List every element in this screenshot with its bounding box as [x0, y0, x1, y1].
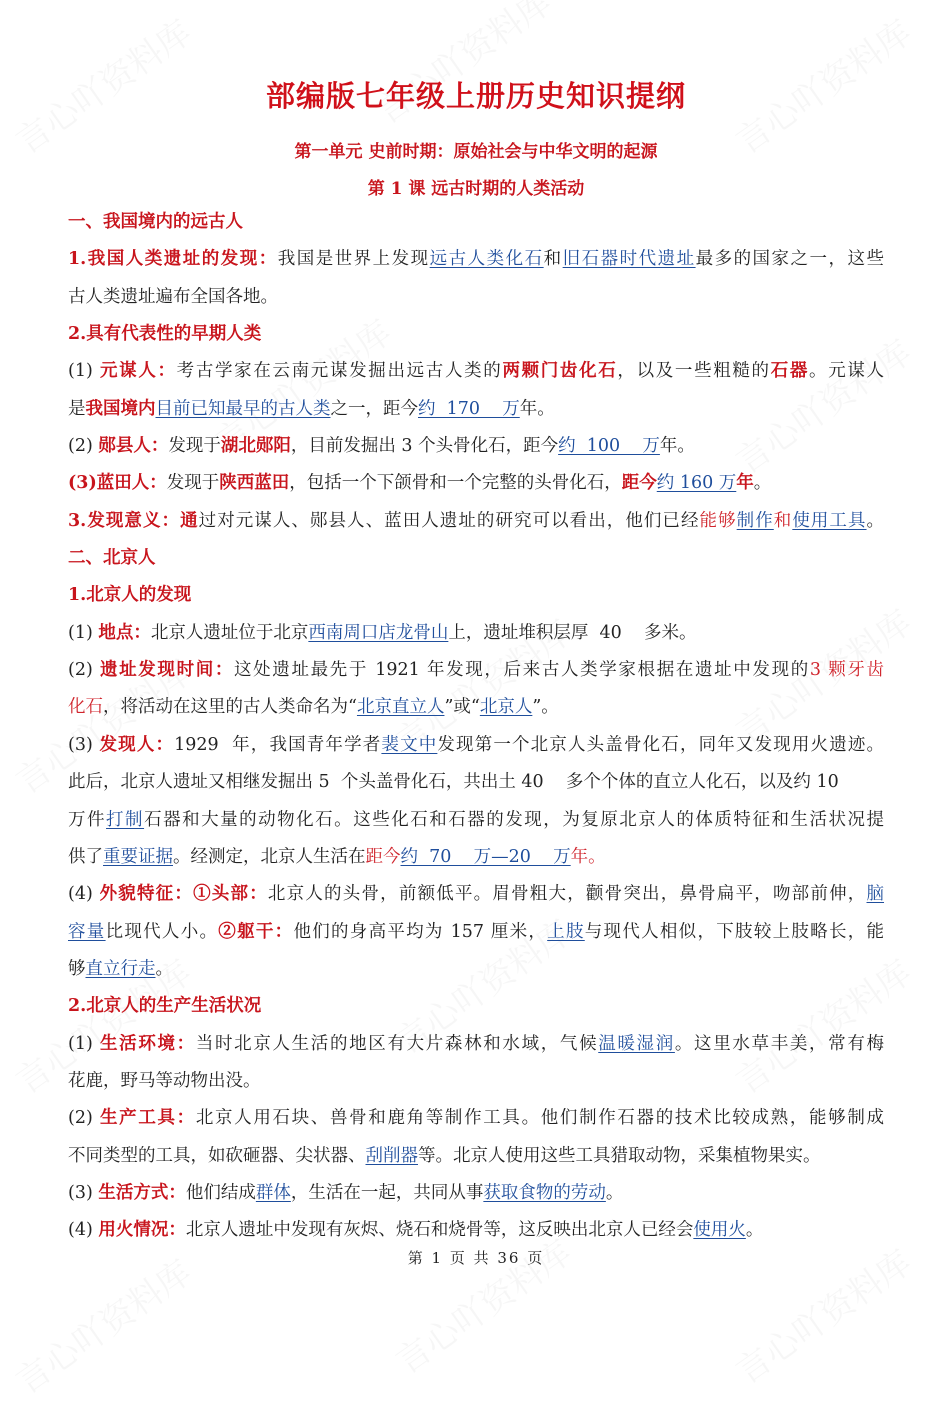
body-text: 古人类遗址遍布全国各地。	[68, 286, 278, 307]
text-line	[68, 320, 884, 357]
fill-blank-answer: 群体	[255, 1182, 291, 1203]
highlight-text: 一、我国境内的远古人	[68, 212, 243, 232]
text-line	[68, 283, 884, 320]
body-text: 年。	[519, 398, 555, 419]
text-line	[68, 432, 884, 469]
body-text: ，目前发掘出 3 个头骨化石，距今	[290, 436, 559, 457]
highlight-text: 我国境内	[85, 398, 156, 419]
text-line	[68, 955, 884, 992]
fill-blank-answer: 使用工具	[792, 510, 867, 531]
text-line	[68, 806, 884, 843]
highlight-text: 陕西蓝田	[219, 473, 290, 494]
body-text: 这处遗址最先于 1921 年发现，后来古人类学家根据在遗址中发现的	[234, 660, 810, 681]
body-text: 是	[68, 398, 86, 419]
emphasis-text: 3 颗牙齿	[809, 660, 884, 681]
body-text: 当时北京人生活的地区有大片森林和水域，气候	[195, 1033, 599, 1054]
emphasis-text: 年。	[570, 846, 606, 867]
text-line	[68, 918, 884, 955]
highlight-text: 1.我国人类遗址的发现：	[68, 249, 278, 270]
body-text: 与现代人相似，下肢较上肢略长，能	[584, 921, 885, 942]
highlight-text: 1.北京人的发现	[68, 585, 192, 606]
fill-blank-answer: 约 70 万—20 万	[400, 846, 571, 867]
text-line	[68, 469, 884, 506]
body-text: 1929 年，我国青年学者	[174, 734, 382, 755]
body-text: 。	[605, 1182, 624, 1203]
emphasis-text: 化石	[68, 697, 103, 718]
body-text: ”或“	[444, 697, 480, 718]
text-line	[68, 693, 884, 730]
text-line	[68, 581, 884, 618]
highlight-text: 生活环境：	[100, 1033, 196, 1054]
unit-heading: 第一单元 史前时期：原始社会与中华文明的起源	[294, 142, 658, 162]
body-text: 发现于	[168, 436, 221, 457]
body-text: 之一，距今	[330, 398, 418, 419]
fill-blank-answer: 裴文中	[381, 734, 438, 755]
fill-blank-answer: 远古人类化石	[429, 249, 544, 270]
body-text: 比现代人小。	[105, 921, 219, 942]
body-text: 北京人遗址中发现有灰烬、烧石和烧骨等，这反映出北京人已经会	[185, 1220, 694, 1241]
text-line	[68, 208, 884, 245]
body-text: 不同类型的工具，如砍砸器、尖状器、	[68, 1145, 366, 1166]
fill-blank-answer: 制作	[736, 510, 774, 531]
body-text: 上，遗址堆积层厚 40 多米。	[448, 622, 697, 643]
body-text: 。	[745, 1220, 764, 1241]
emphasis-text: 和	[773, 510, 793, 531]
body-text: (1)	[68, 1033, 101, 1054]
emphasis-text: 距今	[365, 846, 401, 867]
text-line	[68, 1142, 884, 1179]
highlight-text: 生活方式：	[98, 1182, 186, 1203]
text-line	[68, 1104, 884, 1141]
text-line	[68, 992, 884, 1029]
highlight-text: 2.北京人的生产生活状况	[68, 996, 262, 1017]
highlight-text: 距今	[621, 473, 657, 494]
body-text: 过对元谋人、郧县人、蓝田人遗址的研究可以看出，他们已经	[198, 510, 700, 531]
body-text: 够	[68, 958, 86, 979]
body-text: 他们的身高平均为 157 厘米，	[293, 921, 548, 942]
body-text: ，以及一些粗糙的	[617, 361, 771, 382]
fill-blank-answer: 直立行走	[85, 958, 156, 979]
body-text: (1)	[68, 361, 101, 382]
text-line	[68, 731, 884, 768]
text-line	[68, 843, 884, 880]
page-footer: 第 1 页 共 36 页	[407, 1249, 545, 1267]
body-text: 。	[155, 958, 173, 979]
body-text: 发现第一个北京人头盖骨化石，同年又发现用火遗迹。	[437, 734, 885, 755]
highlight-text: 2.具有代表性的早期人类	[68, 324, 262, 345]
fill-blank-answer: 约 160 万	[656, 473, 737, 494]
body-text: 考古学家在云南元谋发掘出远古人类的	[176, 361, 503, 382]
highlight-text: 石器	[770, 361, 810, 382]
body-text: 。	[866, 510, 885, 531]
lesson-heading: 第 1 课 远古时期的人类活动	[367, 179, 585, 199]
highlight-text: 发现人：	[99, 734, 175, 755]
highlight-text: 湖北郧阳	[220, 436, 291, 457]
page-title: 部编版七年级上册历史知识提纲	[265, 79, 686, 113]
text-line	[68, 245, 884, 282]
fill-blank-answer: 约 170 万	[418, 398, 520, 419]
text-line	[68, 656, 884, 693]
fill-blank-answer: 脑	[866, 884, 885, 905]
highlight-text: 郧县人：	[98, 436, 169, 457]
text-line	[68, 357, 884, 394]
body-text: 年。	[659, 436, 695, 457]
body-text: (3)	[68, 734, 100, 755]
body-text: (4)	[68, 1220, 99, 1241]
body-text: (2)	[68, 1108, 101, 1129]
fill-blank-answer: 西南周口店龙骨山	[308, 622, 449, 643]
body-text: (2)	[68, 660, 100, 681]
fill-blank-answer: 重要证据	[103, 846, 173, 867]
body-text: 此后，北京人遗址又相继发掘出 5 个头盖骨化石，共出土 40 多个个体的直立人化石，以及约 10	[68, 772, 839, 793]
highlight-text: 二、北京人	[68, 548, 156, 569]
text-line	[68, 768, 884, 805]
body-text: (2)	[68, 436, 99, 457]
body-text: 北京人的头骨，前额低平。眉骨粗大，颧骨突出，鼻骨扁平，吻部前伸，	[267, 884, 867, 905]
body-text: 他们结成	[185, 1182, 256, 1203]
fill-blank-answer: 旧石器时代遗址	[562, 249, 696, 270]
document-body	[68, 208, 884, 1254]
fill-blank-answer: 打制	[106, 809, 145, 830]
fill-blank-answer: 刮削器	[365, 1145, 418, 1166]
body-text: 供了	[68, 846, 103, 867]
highlight-text: 生产工具：	[100, 1108, 196, 1129]
body-text: 。	[753, 473, 772, 494]
body-text: 。元谋人	[809, 361, 885, 382]
fill-blank-answer: 温暖湿润	[598, 1033, 675, 1054]
body-text: ”。	[532, 697, 559, 718]
fill-blank-answer: 北京直立人	[356, 697, 445, 718]
fill-blank-answer: 目前已知最早的古人类	[155, 398, 331, 419]
body-text: ，将活动在这里的古人类命名为“	[103, 697, 357, 718]
body-text: 万件	[68, 809, 107, 830]
fill-blank-answer: 约 100 万	[558, 436, 660, 457]
fill-blank-answer: 获取食物的劳动	[483, 1182, 606, 1203]
body-text: (1)	[68, 622, 99, 643]
body-text: 和	[543, 249, 563, 270]
body-text: 最多的国家之一，这些	[695, 249, 885, 270]
highlight-text: 用火情况：	[98, 1220, 186, 1241]
body-text: ，包括一个下颌骨和一个完整的头骨化石，	[289, 473, 622, 494]
body-text: 石器和大量的动物化石。这些化石和石器的发现，为复原北京人的体质特征和生活状况提	[144, 809, 885, 830]
text-line	[68, 1179, 884, 1216]
text-line	[68, 395, 884, 432]
body-text: 。经测定，北京人生活在	[173, 846, 366, 867]
body-text: 北京人遗址位于北京	[150, 622, 309, 643]
body-text: (4)	[68, 884, 100, 905]
body-text: ，生活在一起，共同从事	[290, 1182, 484, 1203]
highlight-text: 外貌特征：①头部：	[99, 884, 268, 905]
fill-blank-answer: 上肢	[547, 921, 585, 942]
fill-blank-answer: 容量	[68, 921, 106, 942]
body-text: 花鹿，野马等动物出没。	[68, 1070, 261, 1091]
highlight-text: ②躯干：	[218, 921, 294, 942]
body-text: 我国是世界上发现	[277, 249, 430, 270]
body-text: 等。北京人使用这些工具猎取动物，采集植物果实。	[418, 1145, 821, 1166]
body-text: 发现于	[166, 473, 220, 494]
text-line	[68, 619, 884, 656]
text-line	[68, 880, 884, 917]
emphasis-text: 能够	[699, 510, 737, 531]
text-line	[68, 507, 884, 544]
watermark-text	[4, 1246, 199, 1403]
fill-blank-answer: 北京人	[479, 697, 533, 718]
fill-blank-answer: 使用火	[693, 1220, 746, 1241]
highlight-text: 遗址发现时间：	[100, 660, 235, 681]
text-line	[68, 1030, 884, 1067]
body-text: 北京人用石块、兽骨和鹿角等制作工具。他们制作石器的技术比较成熟，能够制成	[195, 1108, 884, 1129]
highlight-text: 元谋人：	[100, 361, 177, 382]
body-text: 。这里水草丰美，常有梅	[674, 1033, 885, 1054]
body-text: (3)	[68, 1182, 99, 1203]
highlight-text: 3.发现意义：通	[68, 510, 199, 531]
highlight-text: 两颗门齿化石	[502, 361, 618, 382]
text-line	[68, 1067, 884, 1104]
text-line	[68, 544, 884, 581]
highlight-text: 地点：	[98, 622, 151, 643]
highlight-text: (3)蓝田人：	[68, 473, 167, 494]
highlight-text: 年	[736, 473, 754, 494]
